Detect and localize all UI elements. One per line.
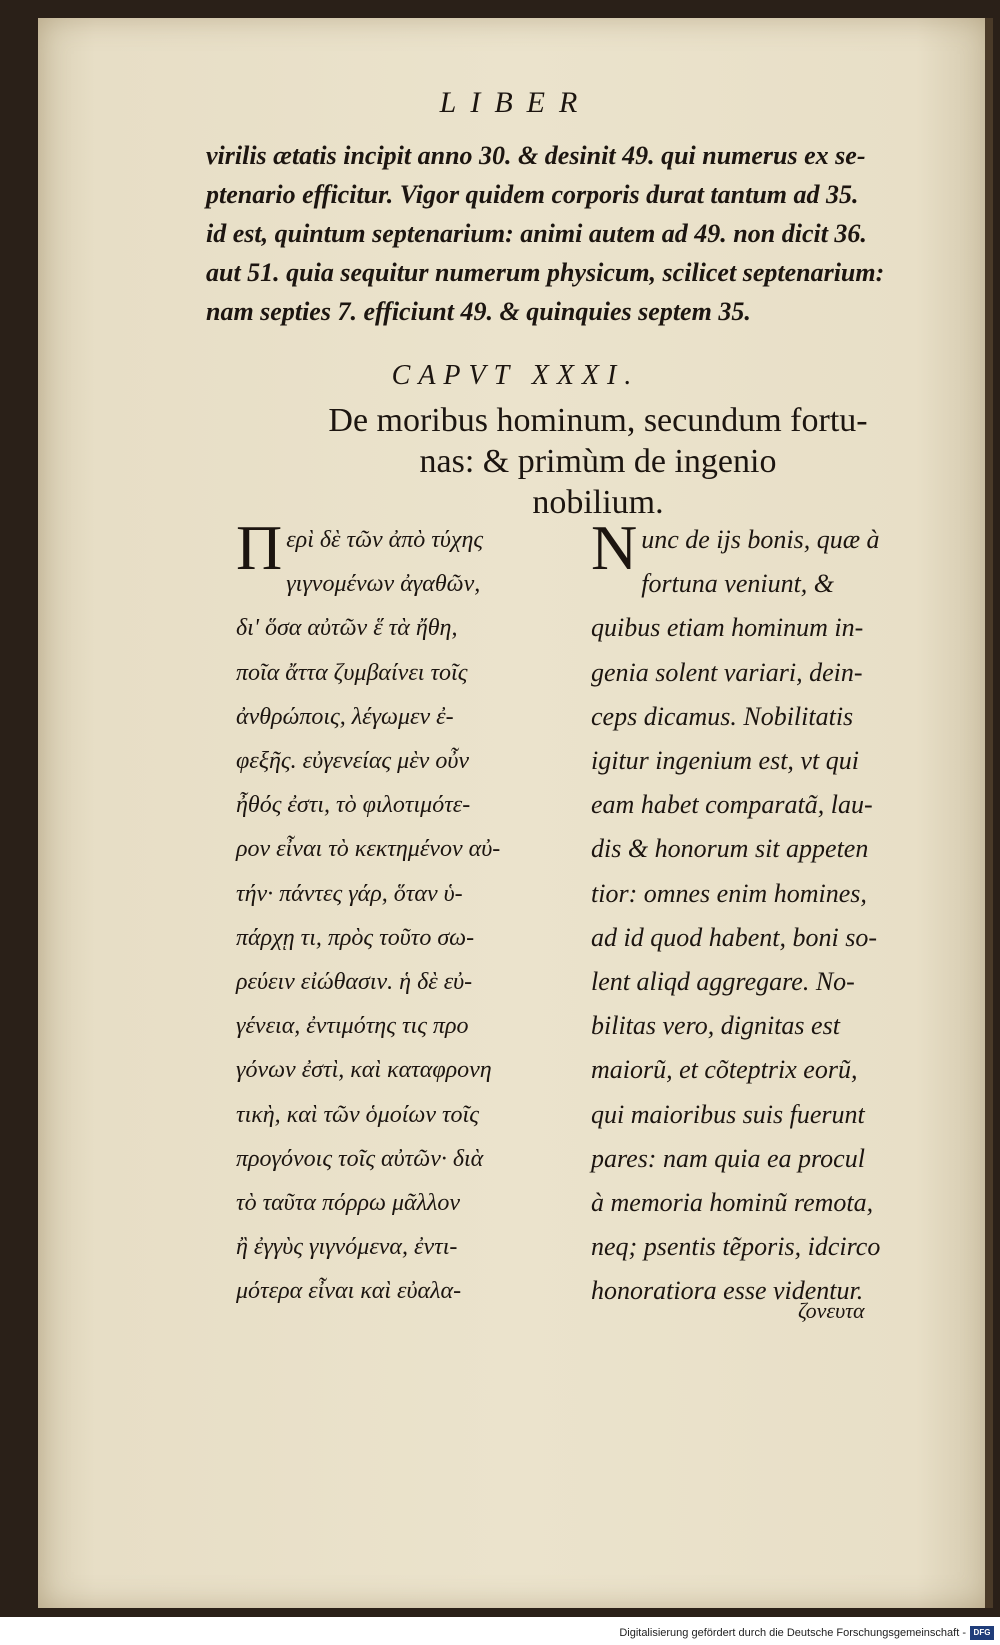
greek-line: τήν· πάντες γάρ, ὅταν ὑ-: [236, 880, 463, 907]
greek-line: ἢ ἐγγὺς γιγνόμενα, ἐντι-: [236, 1234, 458, 1261]
greek-line: τὸ ταῦτα πόρρω μᾶλλον: [236, 1190, 461, 1217]
greek-line: γόνων ἐστὶ, καὶ καταφρονη: [236, 1057, 492, 1084]
latin-column: [591, 512, 971, 1314]
greek-column: [236, 512, 586, 1314]
greek-line: ρον εἶναι τὸ κεκτημένον αὐ-: [236, 836, 501, 863]
greek-dropcap: Π: [236, 512, 283, 583]
book-page: [38, 18, 993, 1608]
intro-line: virilis ætatis incipit anno 30. & desinit 49. qui numerus ex se-: [206, 141, 866, 170]
page-gutter: [985, 18, 993, 1608]
digitization-footer: [0, 1617, 1000, 1645]
latin-line: genia solent variari, dein-: [591, 657, 863, 687]
running-head: LIBER: [439, 86, 592, 119]
latin-line: à memoria hominũ remota,: [591, 1188, 874, 1218]
latin-line: pares: nam quia ea procul: [591, 1143, 865, 1173]
intro-paragraph: [206, 136, 966, 331]
chapter-title-line: nobilium.: [532, 484, 664, 521]
greek-line: ἦθός ἐστι, τὸ φιλοτιμότε-: [236, 792, 471, 819]
greek-line: γιγνομένων ἀγαθῶν,: [286, 571, 481, 598]
latin-line: tior: omnes enim homines,: [591, 878, 867, 908]
greek-line: ποῖα ἄττα ζυμβαίνει τοῖς: [236, 659, 468, 686]
greek-line: δι' ὅσα αὐτῶν ἕ τὰ ἤθη,: [236, 615, 458, 642]
latin-line: [591, 512, 971, 583]
latin-line: dis & honorum sit appeten: [591, 834, 869, 864]
latin-line: neq; psentis tẽporis, idcirco: [591, 1232, 881, 1262]
chapter-title-line: De moribus hominum, secundum fortu-: [328, 402, 868, 439]
greek-line: ἀνθρώποις, λέγωμεν ἐ-: [236, 703, 454, 730]
latin-line-text: unc de ijs bonis, quæ à: [641, 525, 880, 554]
catchword: ζονευτα: [798, 1298, 865, 1323]
latin-dropcap: N: [591, 512, 638, 583]
greek-line: τικὴ, καὶ τῶν ὁμοίων τοῖς: [236, 1101, 479, 1128]
chapter-title: [218, 400, 978, 523]
intro-line: aut 51. quia sequitur numerum physicum, scilicet septenarium:: [206, 258, 885, 287]
greek-line: πάρχῃ τι, πρὸς τοῦτο σω-: [236, 924, 475, 951]
funding-credit: Digitalisierung gefördert durch die Deutsche Forschungsgemeinschaft -: [619, 1627, 966, 1639]
latin-line: ad id quod habent, boni so-: [591, 922, 877, 952]
latin-line: bilitas vero, dignitas est: [591, 1011, 840, 1041]
greek-line-text: ερὶ δὲ τῶν ἀπὸ τύχης: [286, 527, 484, 553]
chapter-title-line: nas: & primùm de ingenio: [419, 443, 777, 480]
latin-line: fortuna veniunt, &: [641, 569, 835, 599]
intro-line: id est, quintum septenarium: animi autem ad 49. non dicit 36.: [206, 219, 867, 248]
latin-line: qui maioribus suis fuerunt: [591, 1099, 865, 1129]
latin-line: ceps dicamus. Nobilitatis: [591, 701, 854, 731]
greek-line: μότερα εἶναι καὶ εὐαλα-: [236, 1278, 462, 1305]
intro-line: nam septies 7. efficiunt 49. & quinquies septem 35.: [206, 297, 751, 326]
intro-line: ptenario efficitur. Vigor quidem corporis durat tantum ad 35.: [206, 180, 859, 209]
chapter-heading: CAPVT XXXI.: [391, 360, 640, 391]
latin-line: eam habet comparatã, lau-: [591, 790, 873, 820]
greek-line: [236, 512, 586, 583]
dfg-logo: DFG: [970, 1626, 994, 1640]
latin-line: lent aliqd aggregare. No-: [591, 967, 855, 997]
latin-line: honoratiora esse videntur.: [591, 1276, 864, 1306]
greek-line: προγόνοις τοῖς αὐτῶν· διὰ: [236, 1145, 484, 1172]
latin-line: igitur ingenium est, vt qui: [591, 746, 859, 776]
greek-line: φεξῆς. εὐγενείας μὲν οὖν: [236, 748, 469, 775]
greek-line: γένεια, ἐντιμότης τις προ: [236, 1013, 469, 1040]
latin-line: quibus etiam hominum in-: [591, 613, 864, 643]
greek-line: ρεύειν εἰώθασιν. ἡ δὲ εὐ-: [236, 969, 473, 996]
latin-line: maiorũ, et cõteptrix eorũ,: [591, 1055, 858, 1085]
